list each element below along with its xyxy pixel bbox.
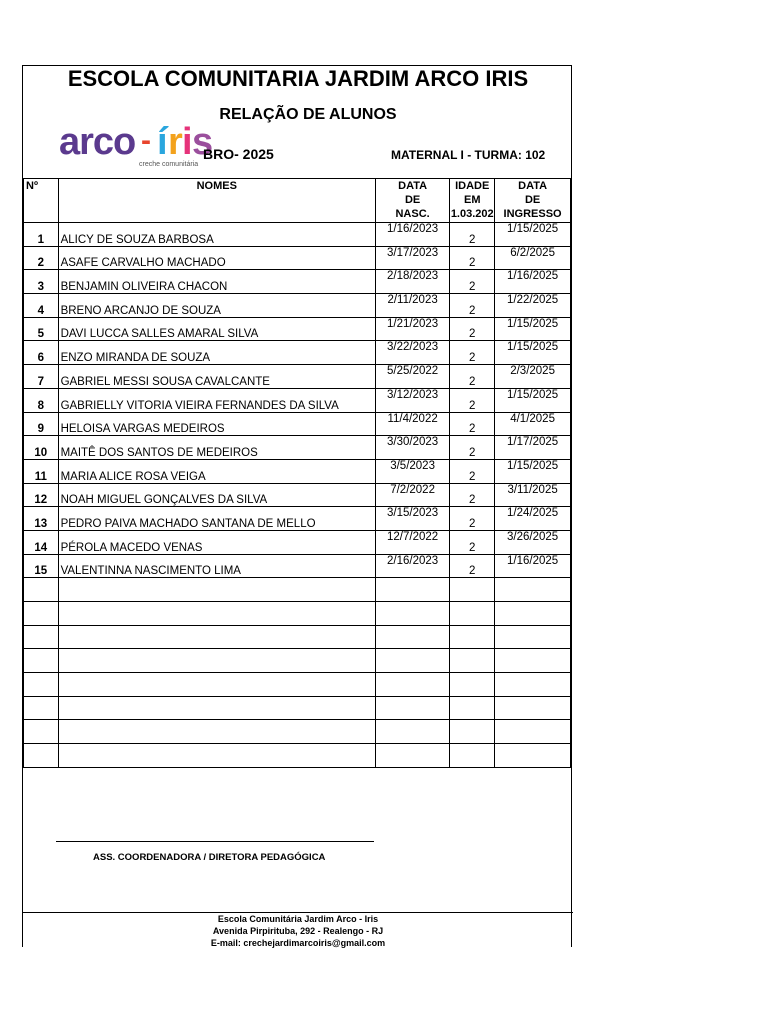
birth-date: 1/16/2023 xyxy=(375,223,449,247)
school-logo xyxy=(59,118,214,174)
table-row xyxy=(24,578,571,602)
table-row xyxy=(24,507,571,531)
footer xyxy=(23,912,573,949)
student-name: ENZO MIRANDA DE SOUZA xyxy=(58,341,375,365)
entry-date xyxy=(495,696,571,720)
row-number xyxy=(24,720,59,744)
table-row xyxy=(24,649,571,673)
age-value xyxy=(450,625,495,649)
birth-date xyxy=(375,602,449,626)
header-age-line3: 1.03.202 xyxy=(450,208,494,220)
student-name xyxy=(58,696,375,720)
birth-date xyxy=(375,696,449,720)
birth-date: 3/15/2023 xyxy=(375,507,449,531)
entry-date xyxy=(495,602,571,626)
student-name: VALENTINNA NASCIMENTO LIMA xyxy=(58,554,375,578)
row-number: 15 xyxy=(24,554,59,578)
row-number: 10 xyxy=(24,436,59,460)
header-age-line2: EM xyxy=(463,194,481,206)
row-number: 13 xyxy=(24,507,59,531)
student-name xyxy=(58,578,375,602)
table-row xyxy=(24,744,571,768)
header-name: NOMES xyxy=(58,179,375,223)
age-value: 2 xyxy=(450,317,495,341)
age-value: 2 xyxy=(450,341,495,365)
reference-month: BRO- 2025 xyxy=(203,146,274,162)
footer-school-name: Escola Comunitária Jardim Arco - Iris xyxy=(217,914,379,924)
age-value: 2 xyxy=(450,294,495,318)
entry-date: 6/2/2025 xyxy=(495,246,571,270)
row-number: 2 xyxy=(24,246,59,270)
student-name xyxy=(58,625,375,649)
table-header-row xyxy=(24,179,571,223)
table-row xyxy=(24,270,571,294)
header-birth-line2: DE xyxy=(404,194,421,206)
age-value: 2 xyxy=(450,365,495,389)
entry-date: 1/16/2025 xyxy=(495,270,571,294)
age-value: 2 xyxy=(450,412,495,436)
table-row xyxy=(24,294,571,318)
entry-date: 1/22/2025 xyxy=(495,294,571,318)
row-number: 8 xyxy=(24,388,59,412)
birth-date: 3/5/2023 xyxy=(375,459,449,483)
table-row xyxy=(24,388,571,412)
document-subtitle: RELAÇÃO DE ALUNOS xyxy=(219,106,397,123)
birth-date xyxy=(375,625,449,649)
header-entry-line1: DATA xyxy=(518,180,548,192)
student-name: ALICY DE SOUZA BARBOSA xyxy=(58,223,375,247)
svg-text:r: r xyxy=(168,121,183,163)
table-row xyxy=(24,696,571,720)
school-title: ESCOLA COMUNITARIA JARDIM ARCO IRIS xyxy=(67,66,529,91)
table-row xyxy=(24,602,571,626)
table-row xyxy=(24,530,571,554)
age-value: 2 xyxy=(450,436,495,460)
entry-date xyxy=(495,744,571,768)
header-num: Nº xyxy=(24,179,59,223)
birth-date: 3/30/2023 xyxy=(375,436,449,460)
header-entry xyxy=(495,179,571,223)
age-value xyxy=(450,720,495,744)
footer-address: Avenida Pirpirituba, 292 - Realengo - RJ xyxy=(212,926,384,936)
age-value: 2 xyxy=(450,483,495,507)
table-row xyxy=(24,459,571,483)
students-table xyxy=(23,178,571,768)
birth-date: 2/11/2023 xyxy=(375,294,449,318)
signature-label: ASS. COORDENADORA / DIRETORA PEDAGÓGICA xyxy=(93,852,326,863)
row-number: 14 xyxy=(24,530,59,554)
age-value xyxy=(450,696,495,720)
table-row xyxy=(24,317,571,341)
entry-date xyxy=(495,578,571,602)
birth-date xyxy=(375,649,449,673)
table-row xyxy=(24,625,571,649)
age-value xyxy=(450,744,495,768)
birth-date xyxy=(375,720,449,744)
row-number xyxy=(24,625,59,649)
age-value: 2 xyxy=(450,507,495,531)
entry-date: 1/15/2025 xyxy=(495,388,571,412)
entry-date: 1/15/2025 xyxy=(495,459,571,483)
age-value: 2 xyxy=(450,554,495,578)
birth-date: 2/18/2023 xyxy=(375,270,449,294)
table-row xyxy=(24,341,571,365)
row-number: 5 xyxy=(24,317,59,341)
entry-date: 3/11/2025 xyxy=(495,483,571,507)
entry-date: 2/3/2025 xyxy=(495,365,571,389)
entry-date: 1/16/2025 xyxy=(495,554,571,578)
student-name: HELOISA VARGAS MEDEIROS xyxy=(58,412,375,436)
table-row xyxy=(24,246,571,270)
student-name: DAVI LUCCA SALLES AMARAL SILVA xyxy=(58,317,375,341)
birth-date: 7/2/2022 xyxy=(375,483,449,507)
signature-line xyxy=(56,841,374,842)
student-name: MARIA ALICE ROSA VEIGA xyxy=(58,459,375,483)
class-group: MATERNAL I - TURMA: 102 xyxy=(391,148,546,162)
row-number: 9 xyxy=(24,412,59,436)
entry-date: 4/1/2025 xyxy=(495,412,571,436)
table-row xyxy=(24,720,571,744)
age-value: 2 xyxy=(450,459,495,483)
svg-text:í: í xyxy=(157,121,168,163)
age-value xyxy=(450,602,495,626)
student-name: NOAH MIGUEL GONÇALVES DA SILVA xyxy=(58,483,375,507)
svg-text:arco: arco xyxy=(59,121,136,163)
birth-date xyxy=(375,744,449,768)
entry-date xyxy=(495,673,571,697)
birth-date xyxy=(375,673,449,697)
row-number: 12 xyxy=(24,483,59,507)
header-entry-line3: INGRESSO xyxy=(503,208,562,220)
student-name: MAITÊ DOS SANTOS DE MEDEIROS xyxy=(58,436,375,460)
birth-date: 3/22/2023 xyxy=(375,341,449,365)
row-number xyxy=(24,649,59,673)
age-value: 2 xyxy=(450,246,495,270)
birth-date: 11/4/2022 xyxy=(375,412,449,436)
row-number: 3 xyxy=(24,270,59,294)
entry-date xyxy=(495,625,571,649)
footer-email: E-mail: crechejardimarcoiris@gmail.com xyxy=(210,938,386,948)
svg-text:creche comunitária: creche comunitária xyxy=(139,161,199,168)
student-name: ASAFE CARVALHO MACHADO xyxy=(58,246,375,270)
table-row xyxy=(24,223,571,247)
student-name: GABRIELLY VITORIA VIEIRA FERNANDES DA SILVA xyxy=(58,388,375,412)
birth-date xyxy=(375,578,449,602)
student-name xyxy=(58,720,375,744)
student-name: PEDRO PAIVA MACHADO SANTANA DE MELLO xyxy=(58,507,375,531)
entry-date: 3/26/2025 xyxy=(495,530,571,554)
student-name: BENJAMIN OLIVEIRA CHACON xyxy=(58,270,375,294)
age-value: 2 xyxy=(450,270,495,294)
header-birth-line3: NASC. xyxy=(395,208,430,220)
row-number xyxy=(24,696,59,720)
table-row xyxy=(24,554,571,578)
age-value xyxy=(450,578,495,602)
row-number: 1 xyxy=(24,223,59,247)
age-value: 2 xyxy=(450,388,495,412)
svg-text:s: s xyxy=(192,121,214,163)
student-name: BRENO ARCANJO DE SOUZA xyxy=(58,294,375,318)
header-age-line1: IDADE xyxy=(455,180,490,192)
svg-text:-: - xyxy=(141,124,151,157)
header-birth-line1: DATA xyxy=(398,180,428,192)
table-row xyxy=(24,412,571,436)
student-name xyxy=(58,744,375,768)
row-number: 6 xyxy=(24,341,59,365)
student-name xyxy=(58,602,375,626)
table-row xyxy=(24,365,571,389)
age-value: 2 xyxy=(450,530,495,554)
student-name xyxy=(58,649,375,673)
birth-date: 2/16/2023 xyxy=(375,554,449,578)
entry-date: 1/15/2025 xyxy=(495,317,571,341)
row-number: 4 xyxy=(24,294,59,318)
header-birth xyxy=(375,179,449,223)
entry-date: 1/17/2025 xyxy=(495,436,571,460)
student-name: PÉROLA MACEDO VENAS xyxy=(58,530,375,554)
table-row xyxy=(24,483,571,507)
entry-date: 1/24/2025 xyxy=(495,507,571,531)
class-roster-sheet xyxy=(22,65,572,947)
age-value xyxy=(450,649,495,673)
age-value: 2 xyxy=(450,223,495,247)
table-row xyxy=(24,673,571,697)
birth-date: 3/12/2023 xyxy=(375,388,449,412)
birth-date: 5/25/2022 xyxy=(375,365,449,389)
student-name: GABRIEL MESSI SOUSA CAVALCANTE xyxy=(58,365,375,389)
row-number xyxy=(24,602,59,626)
birth-date: 1/21/2023 xyxy=(375,317,449,341)
row-number xyxy=(24,673,59,697)
header-entry-line2: DE xyxy=(524,194,541,206)
entry-date xyxy=(495,649,571,673)
row-number xyxy=(24,578,59,602)
row-number: 7 xyxy=(24,365,59,389)
header-age xyxy=(450,179,495,223)
entry-date xyxy=(495,720,571,744)
birth-date: 12/7/2022 xyxy=(375,530,449,554)
svg-text:i: i xyxy=(182,121,193,163)
row-number xyxy=(24,744,59,768)
entry-date: 1/15/2025 xyxy=(495,223,571,247)
entry-date: 1/15/2025 xyxy=(495,341,571,365)
student-name xyxy=(58,673,375,697)
age-value xyxy=(450,673,495,697)
birth-date: 3/17/2023 xyxy=(375,246,449,270)
table-row xyxy=(24,436,571,460)
row-number: 11 xyxy=(24,459,59,483)
